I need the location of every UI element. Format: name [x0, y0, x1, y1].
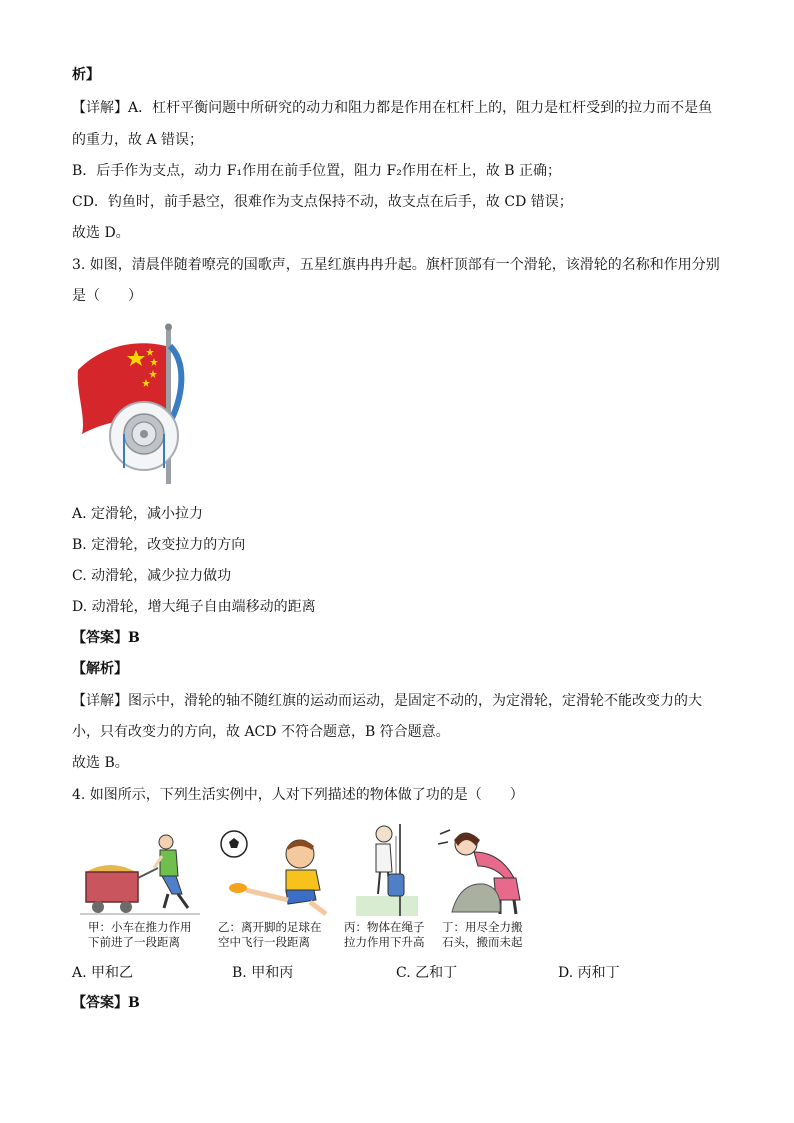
prev-detail-line-3: B．后手作为支点，动力 F₁作用在前手位置，阻力 F₂作用在杆上，故 B 正确；	[72, 163, 562, 179]
caption-jia: 甲：小车在推力作用 下前进了一段距离	[88, 920, 192, 949]
lift-stone-figure	[430, 826, 530, 918]
q3-detail-line-1: 【详解】图示中，滑轮的轴不随红旗的运动而运动，是固定不动的，为定滑轮，定滑轮不能改变力的大	[72, 693, 702, 709]
q3-stem-line-2: 是（ ）	[72, 288, 142, 304]
q4-stem: 4. 如图所示，下列生活实例中，人对下列描述的物体做了功的是（ ）	[72, 787, 524, 803]
q4-option-b: B. 甲和丙	[232, 965, 294, 981]
flag-pole-pulley-figure	[74, 322, 186, 486]
prev-conclusion: 故选 D。	[72, 225, 130, 241]
cart-push-figure	[80, 828, 208, 916]
q3-option-a: A. 定滑轮，减小拉力	[72, 506, 204, 522]
q3-option-c: C. 动滑轮，减少拉力做功	[72, 568, 232, 584]
q3-detail-line-2: 小，只有改变力的方向，故 ACD 不符合题意，B 符合题意。	[72, 724, 450, 740]
pulley-lift-figure	[350, 820, 420, 916]
q3-option-d: D. 动滑轮，增大绳子自由端移动的距离	[72, 599, 316, 615]
q3-answer: 【答案】B	[72, 630, 140, 646]
q4-option-d: D. 丙和丁	[558, 965, 620, 981]
q4-answer: 【答案】B	[72, 995, 140, 1011]
soccer-kick-figure	[216, 826, 344, 918]
caption-bing: 丙：物体在绳子 拉力作用下升高	[344, 920, 425, 949]
analysis-heading-tail: 析】	[72, 67, 100, 83]
prev-detail-line-4: CD．钓鱼时，前手悬空，很难作为支点保持不动，故支点在后手，故 CD 错误；	[72, 194, 573, 210]
q4-option-a: A. 甲和乙	[72, 965, 134, 981]
q4-option-c: C. 乙和丁	[396, 965, 458, 981]
prev-detail-line-2: 的重力，故 A 错误；	[72, 132, 204, 148]
q3-conclusion: 故选 B。	[72, 755, 129, 771]
q3-option-b: B. 定滑轮，改变拉力的方向	[72, 537, 246, 553]
q3-analysis-heading: 【解析】	[72, 661, 128, 677]
caption-ding: 丁：用尽全力搬 石头，搬而未起	[442, 920, 523, 949]
prev-detail-line-1: 【详解】A．杠杆平衡问题中所研究的动力和阻力都是作用在杠杆上的，阻力是杠杆受到的拉力而不是鱼	[72, 100, 713, 116]
q3-stem-line-1: 3. 如图，清晨伴随着嘹亮的国歌声，五星红旗冉冉升起。旗杆顶部有一个滑轮，该滑轮的名称和作用分别	[72, 257, 720, 273]
q4-options-row	[72, 962, 712, 982]
caption-yi: 乙：离开脚的足球在 空中飞行一段距离	[218, 920, 322, 949]
